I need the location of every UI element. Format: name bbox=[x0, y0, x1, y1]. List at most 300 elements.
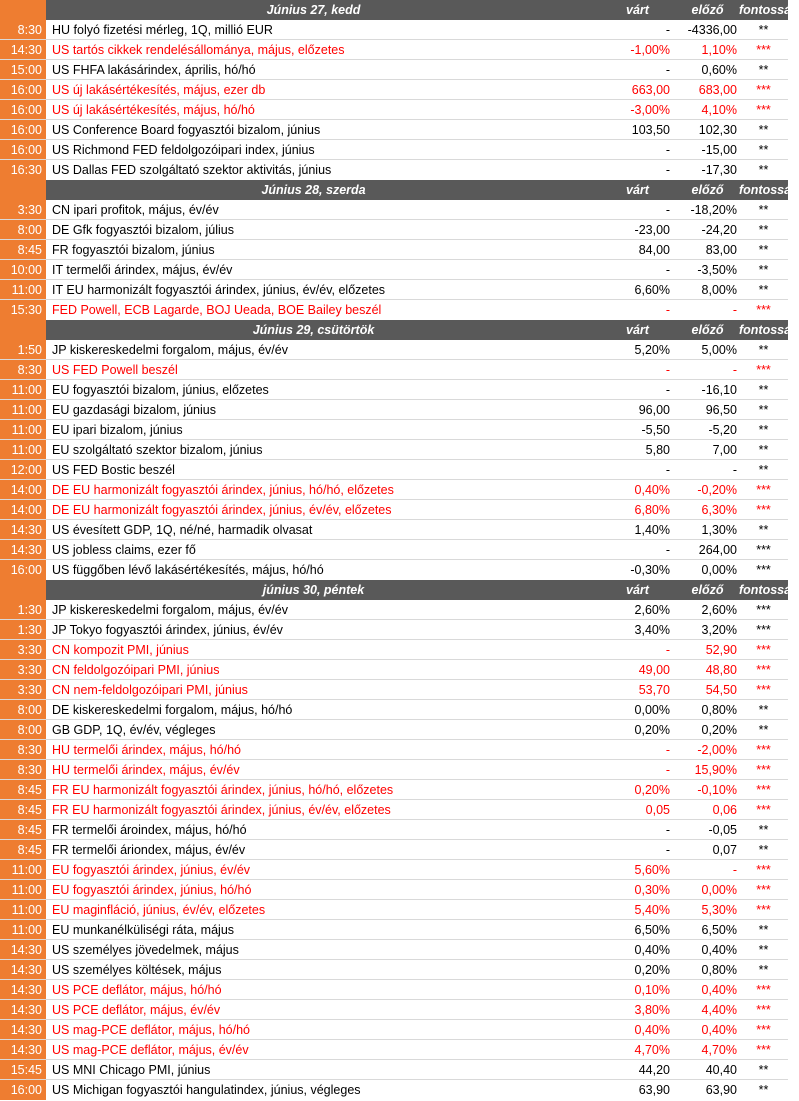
previous-value: 0,07 bbox=[712, 843, 737, 857]
expected-value: 6,80% bbox=[634, 503, 670, 517]
event-name: FED Powell, ECB Lagarde, BOJ Ueada, BOE Bailey beszél bbox=[52, 303, 382, 317]
event-row bbox=[0, 160, 788, 180]
event-time: 8:00 bbox=[0, 720, 46, 739]
event-name: CN feldolgozóipari PMI, június bbox=[52, 663, 220, 677]
previous-value: 683,00 bbox=[698, 83, 737, 97]
event-time: 8:45 bbox=[0, 840, 46, 859]
event-time: 11:00 bbox=[0, 380, 46, 399]
event-name: HU termelői árindex, május, hó/hó bbox=[52, 743, 241, 757]
expected-value: - bbox=[665, 143, 670, 157]
event-time: 8:30 bbox=[0, 360, 46, 379]
event-name: EU fogyasztói bizalom, június, előzetes bbox=[52, 383, 269, 397]
event-name: US Conference Board fogyasztói bizalom, június bbox=[52, 123, 321, 137]
previous-value: -15,00 bbox=[701, 143, 737, 157]
expected-column-header: várt bbox=[581, 580, 676, 600]
expected-value: 2,60% bbox=[634, 603, 670, 617]
event-name: CN ipari profitok, május, év/év bbox=[52, 203, 219, 217]
event-time: 11:00 bbox=[0, 440, 46, 459]
event-time: 8:00 bbox=[0, 700, 46, 719]
importance-stars: *** bbox=[756, 683, 771, 697]
event-row bbox=[0, 300, 788, 320]
previous-column-header: előző bbox=[676, 320, 739, 340]
expected-value: - bbox=[665, 23, 670, 37]
importance-stars: *** bbox=[756, 743, 771, 757]
event-time: 11:00 bbox=[0, 400, 46, 419]
event-row bbox=[0, 740, 788, 760]
importance-stars: ** bbox=[758, 1063, 769, 1077]
importance-stars: ** bbox=[758, 23, 769, 37]
event-time: 14:30 bbox=[0, 980, 46, 999]
event-row bbox=[0, 1000, 788, 1020]
event-name: DE EU harmonizált fogyasztói árindex, június, év/év, előzetes bbox=[52, 503, 392, 517]
event-row bbox=[0, 420, 788, 440]
previous-value: 54,50 bbox=[705, 683, 737, 697]
expected-value: 4,70% bbox=[634, 1043, 670, 1057]
expected-column-header: várt bbox=[581, 180, 676, 200]
event-name: EU maginfláció, június, év/év, előzetes bbox=[52, 903, 266, 917]
event-row bbox=[0, 120, 788, 140]
event-name: FR termelői ároindex, május, hó/hó bbox=[52, 823, 247, 837]
previous-value: -2,00% bbox=[697, 743, 737, 757]
event-time: 1:50 bbox=[0, 340, 46, 359]
event-row bbox=[0, 1060, 788, 1080]
importance-stars: *** bbox=[756, 83, 771, 97]
event-name: GB GDP, 1Q, év/év, végleges bbox=[52, 723, 216, 737]
previous-value: 0,06 bbox=[712, 803, 737, 817]
day-title: június 30, péntek bbox=[46, 580, 581, 600]
expected-value: -0,30% bbox=[630, 563, 670, 577]
expected-value: 84,00 bbox=[638, 243, 670, 257]
event-time: 14:00 bbox=[0, 500, 46, 519]
event-row bbox=[0, 240, 788, 260]
previous-value: 0,00% bbox=[701, 883, 737, 897]
event-row bbox=[0, 660, 788, 680]
expected-value: -5,50 bbox=[641, 423, 670, 437]
event-row bbox=[0, 60, 788, 80]
previous-value: 102,30 bbox=[698, 123, 737, 137]
expected-value: 0,40% bbox=[634, 943, 670, 957]
event-row bbox=[0, 80, 788, 100]
importance-stars: ** bbox=[758, 383, 769, 397]
expected-value: 0,20% bbox=[634, 723, 670, 737]
expected-value: - bbox=[665, 303, 670, 317]
previous-value: - bbox=[732, 863, 737, 877]
previous-value: 0,40% bbox=[701, 1023, 737, 1037]
expected-value: 44,20 bbox=[638, 1063, 670, 1077]
importance-stars: ** bbox=[758, 723, 769, 737]
expected-value: 0,40% bbox=[634, 483, 670, 497]
event-name: CN kompozit PMI, június bbox=[52, 643, 189, 657]
event-name: FR termelői áriondex, május, év/év bbox=[52, 843, 246, 857]
previous-value: 8,00% bbox=[701, 283, 737, 297]
event-time: 11:00 bbox=[0, 420, 46, 439]
event-time: 8:30 bbox=[0, 20, 46, 39]
previous-value: -17,30 bbox=[701, 163, 737, 177]
importance-stars: *** bbox=[756, 1023, 771, 1037]
event-time: 8:30 bbox=[0, 760, 46, 779]
event-row bbox=[0, 980, 788, 1000]
event-row bbox=[0, 1040, 788, 1060]
previous-column-header: előző bbox=[676, 580, 739, 600]
event-row bbox=[0, 820, 788, 840]
importance-stars: ** bbox=[758, 963, 769, 977]
day-header bbox=[0, 580, 799, 600]
importance-stars: ** bbox=[758, 403, 769, 417]
day-header bbox=[0, 320, 799, 340]
previous-value: 2,60% bbox=[701, 603, 737, 617]
event-name: US új lakásértékesítés, május, ezer db bbox=[52, 83, 266, 97]
event-time: 16:00 bbox=[0, 120, 46, 139]
expected-value: 53,70 bbox=[638, 683, 670, 697]
expected-value: 5,20% bbox=[634, 343, 670, 357]
previous-value: 63,90 bbox=[705, 1083, 737, 1097]
previous-value: 4,10% bbox=[701, 103, 737, 117]
event-time: 11:00 bbox=[0, 900, 46, 919]
event-row bbox=[0, 260, 788, 280]
expected-value: 49,00 bbox=[638, 663, 670, 677]
event-row bbox=[0, 680, 788, 700]
header-corner bbox=[0, 320, 46, 340]
previous-value: 0,40% bbox=[701, 943, 737, 957]
event-row bbox=[0, 560, 788, 580]
event-time: 1:30 bbox=[0, 600, 46, 619]
header-corner bbox=[0, 180, 46, 200]
expected-value: - bbox=[665, 383, 670, 397]
event-row bbox=[0, 440, 788, 460]
previous-value: 4,40% bbox=[701, 1003, 737, 1017]
previous-value: -5,20 bbox=[708, 423, 737, 437]
event-name: US személyes jövedelmek, május bbox=[52, 943, 239, 957]
event-name: JP kiskereskedelmi forgalom, május, év/év bbox=[52, 343, 288, 357]
expected-value: - bbox=[665, 543, 670, 557]
event-time: 15:45 bbox=[0, 1060, 46, 1079]
expected-value: - bbox=[665, 63, 670, 77]
event-name: JP Tokyo fogyasztói árindex, június, év/év bbox=[52, 623, 283, 637]
previous-value: 1,30% bbox=[701, 523, 737, 537]
importance-stars: *** bbox=[756, 603, 771, 617]
previous-column-header: előző bbox=[676, 180, 739, 200]
event-row bbox=[0, 900, 788, 920]
event-time: 8:00 bbox=[0, 220, 46, 239]
expected-column-header: várt bbox=[581, 0, 676, 20]
event-row bbox=[0, 920, 788, 940]
event-time: 15:00 bbox=[0, 60, 46, 79]
event-name: EU szolgáltató szektor bizalom, június bbox=[52, 443, 263, 457]
previous-value: 52,90 bbox=[705, 643, 737, 657]
event-time: 12:00 bbox=[0, 460, 46, 479]
expected-value: 663,00 bbox=[631, 83, 670, 97]
expected-value: 6,60% bbox=[634, 283, 670, 297]
importance-stars: ** bbox=[758, 523, 769, 537]
event-row bbox=[0, 640, 788, 660]
importance-stars: *** bbox=[756, 543, 771, 557]
expected-value: 0,30% bbox=[634, 883, 670, 897]
event-time: 16:00 bbox=[0, 100, 46, 119]
event-time: 14:30 bbox=[0, 1040, 46, 1059]
importance-stars: *** bbox=[756, 483, 771, 497]
importance-stars: ** bbox=[758, 843, 769, 857]
event-row bbox=[0, 720, 788, 740]
event-row bbox=[0, 520, 788, 540]
importance-stars: ** bbox=[758, 423, 769, 437]
expected-value: 63,90 bbox=[638, 1083, 670, 1097]
expected-value: - bbox=[665, 643, 670, 657]
event-row bbox=[0, 880, 788, 900]
event-name: US Michigan fogyasztói hangulatindex, június, végleges bbox=[52, 1083, 361, 1097]
event-row bbox=[0, 960, 788, 980]
importance-stars: ** bbox=[758, 263, 769, 277]
event-row bbox=[0, 600, 788, 620]
event-time: 3:30 bbox=[0, 660, 46, 679]
event-name: US új lakásértékesítés, május, hó/hó bbox=[52, 103, 255, 117]
expected-value: - bbox=[665, 363, 670, 377]
importance-column-header: fontosság bbox=[739, 580, 788, 600]
event-row bbox=[0, 100, 788, 120]
header-corner bbox=[0, 0, 46, 20]
event-row bbox=[0, 460, 788, 480]
previous-value: -3,50% bbox=[697, 263, 737, 277]
expected-value: 103,50 bbox=[631, 123, 670, 137]
event-time: 16:00 bbox=[0, 560, 46, 580]
importance-stars: *** bbox=[756, 643, 771, 657]
importance-stars: ** bbox=[758, 1083, 769, 1097]
event-name: JP kiskereskedelmi forgalom, május, év/év bbox=[52, 603, 288, 617]
event-time: 14:30 bbox=[0, 540, 46, 559]
expected-value: 0,05 bbox=[645, 803, 670, 817]
importance-column-header: fontosság bbox=[739, 320, 788, 340]
day-title: Június 28, szerda bbox=[46, 180, 581, 200]
event-name: EU fogyasztói árindex, június, hó/hó bbox=[52, 883, 252, 897]
event-name: US Richmond FED feldolgozóipari index, június bbox=[52, 143, 315, 157]
importance-stars: *** bbox=[756, 763, 771, 777]
event-row bbox=[0, 1020, 788, 1040]
previous-value: -0,05 bbox=[708, 823, 737, 837]
event-name: US FED Powell beszél bbox=[52, 363, 178, 377]
expected-value: - bbox=[665, 843, 670, 857]
day-header bbox=[0, 0, 799, 20]
previous-value: - bbox=[732, 303, 737, 317]
importance-stars: ** bbox=[758, 123, 769, 137]
event-row bbox=[0, 220, 788, 240]
event-row bbox=[0, 400, 788, 420]
event-row bbox=[0, 1080, 788, 1100]
importance-stars: *** bbox=[756, 783, 771, 797]
header-corner bbox=[0, 580, 46, 600]
event-time: 14:30 bbox=[0, 520, 46, 539]
event-time: 8:30 bbox=[0, 740, 46, 759]
expected-value: 5,40% bbox=[634, 903, 670, 917]
importance-stars: ** bbox=[758, 343, 769, 357]
event-time: 1:30 bbox=[0, 620, 46, 639]
event-row bbox=[0, 280, 788, 300]
previous-value: 0,80% bbox=[701, 703, 737, 717]
importance-stars: ** bbox=[758, 63, 769, 77]
expected-value: - bbox=[665, 203, 670, 217]
expected-value: - bbox=[665, 823, 670, 837]
event-name: US FHFA lakásárindex, április, hó/hó bbox=[52, 63, 256, 77]
event-time: 8:45 bbox=[0, 780, 46, 799]
event-time: 14:30 bbox=[0, 960, 46, 979]
event-time: 3:30 bbox=[0, 680, 46, 699]
expected-value: 96,00 bbox=[638, 403, 670, 417]
previous-value: 48,80 bbox=[705, 663, 737, 677]
expected-value: 0,40% bbox=[634, 1023, 670, 1037]
event-time: 14:30 bbox=[0, 940, 46, 959]
importance-stars: *** bbox=[756, 1043, 771, 1057]
previous-value: 7,00 bbox=[712, 443, 737, 457]
event-time: 14:30 bbox=[0, 1000, 46, 1019]
importance-stars: *** bbox=[756, 663, 771, 677]
expected-value: - bbox=[665, 163, 670, 177]
event-name: DE kiskereskedelmi forgalom, május, hó/hó bbox=[52, 703, 293, 717]
previous-value: - bbox=[732, 463, 737, 477]
day-events bbox=[0, 600, 788, 1100]
importance-stars: *** bbox=[756, 623, 771, 637]
expected-value: -3,00% bbox=[630, 103, 670, 117]
event-name: US PCE deflátor, május, hó/hó bbox=[52, 983, 222, 997]
previous-value: -0,20% bbox=[697, 483, 737, 497]
event-name: EU munkanélküliségi ráta, május bbox=[52, 923, 235, 937]
event-name: US PCE deflátor, május, év/év bbox=[52, 1003, 221, 1017]
event-name: US évesített GDP, 1Q, né/né, harmadik olvasat bbox=[52, 523, 313, 537]
event-row bbox=[0, 200, 788, 220]
event-row bbox=[0, 340, 788, 360]
event-time: 8:45 bbox=[0, 820, 46, 839]
event-row bbox=[0, 20, 788, 40]
expected-value: 0,00% bbox=[634, 703, 670, 717]
expected-value: - bbox=[665, 463, 670, 477]
importance-stars: *** bbox=[756, 43, 771, 57]
event-name: US mag-PCE deflátor, május, év/év bbox=[52, 1043, 249, 1057]
previous-value: 0,80% bbox=[701, 963, 737, 977]
previous-value: -4336,00 bbox=[687, 23, 737, 37]
event-row bbox=[0, 620, 788, 640]
event-name: HU folyó fizetési mérleg, 1Q, millió EUR bbox=[52, 23, 273, 37]
event-row bbox=[0, 540, 788, 560]
importance-stars: ** bbox=[758, 943, 769, 957]
event-time: 16:00 bbox=[0, 140, 46, 159]
event-name: US FED Bostic beszél bbox=[52, 463, 175, 477]
previous-value: 6,50% bbox=[701, 923, 737, 937]
importance-stars: *** bbox=[756, 883, 771, 897]
previous-value: 4,70% bbox=[701, 1043, 737, 1057]
event-time: 15:30 bbox=[0, 300, 46, 320]
previous-value: -24,20 bbox=[701, 223, 737, 237]
event-row bbox=[0, 760, 788, 780]
previous-value: 5,00% bbox=[701, 343, 737, 357]
importance-stars: ** bbox=[758, 223, 769, 237]
previous-value: 83,00 bbox=[705, 243, 737, 257]
event-name: HU termelői árindex, május, év/év bbox=[52, 763, 240, 777]
importance-stars: *** bbox=[756, 363, 771, 377]
expected-value: - bbox=[665, 763, 670, 777]
event-row bbox=[0, 380, 788, 400]
event-name: IT termelői árindex, május, év/év bbox=[52, 263, 233, 277]
importance-column-header: fontosság bbox=[739, 0, 788, 20]
previous-value: 0,60% bbox=[701, 63, 737, 77]
event-row bbox=[0, 480, 788, 500]
event-name: US MNI Chicago PMI, június bbox=[52, 1063, 211, 1077]
event-name: DE Gfk fogyasztói bizalom, július bbox=[52, 223, 235, 237]
expected-value: 1,40% bbox=[634, 523, 670, 537]
event-name: DE EU harmonizált fogyasztói árindex, június, hó/hó, előzetes bbox=[52, 483, 394, 497]
event-time: 14:00 bbox=[0, 480, 46, 499]
importance-stars: ** bbox=[758, 443, 769, 457]
importance-stars: ** bbox=[758, 163, 769, 177]
event-time: 8:45 bbox=[0, 240, 46, 259]
event-name: EU ipari bizalom, június bbox=[52, 423, 183, 437]
previous-value: 264,00 bbox=[698, 543, 737, 557]
day-title: Június 29, csütörtök bbox=[46, 320, 581, 340]
event-time: 11:00 bbox=[0, 920, 46, 939]
previous-value: 0,20% bbox=[701, 723, 737, 737]
event-name: US Dallas FED szolgáltató szektor aktivitás, június bbox=[52, 163, 332, 177]
event-time: 16:00 bbox=[0, 1080, 46, 1100]
expected-value: 5,80 bbox=[645, 443, 670, 457]
importance-stars: ** bbox=[758, 463, 769, 477]
previous-value: -0,10% bbox=[697, 783, 737, 797]
event-row bbox=[0, 840, 788, 860]
event-time: 10:00 bbox=[0, 260, 46, 279]
importance-stars: ** bbox=[758, 703, 769, 717]
event-name: US személyes költések, május bbox=[52, 963, 222, 977]
previous-value: 0,40% bbox=[701, 983, 737, 997]
event-name: FR fogyasztói bizalom, június bbox=[52, 243, 215, 257]
importance-stars: ** bbox=[758, 823, 769, 837]
event-name: US jobless claims, ezer fő bbox=[52, 543, 196, 557]
expected-value: - bbox=[665, 263, 670, 277]
expected-value: 0,20% bbox=[634, 783, 670, 797]
day-events bbox=[0, 340, 788, 580]
importance-stars: *** bbox=[756, 103, 771, 117]
expected-value: -23,00 bbox=[634, 223, 670, 237]
day-title: Június 27, kedd bbox=[46, 0, 581, 20]
event-name: US függőben lévő lakásértékesítés, május, hó/hó bbox=[52, 563, 324, 577]
expected-value: 5,60% bbox=[634, 863, 670, 877]
importance-stars: *** bbox=[756, 303, 771, 317]
event-name: CN nem-feldolgozóipari PMI, június bbox=[52, 683, 248, 697]
importance-stars: *** bbox=[756, 803, 771, 817]
importance-stars: ** bbox=[758, 203, 769, 217]
event-name: US tartós cikkek rendelésállománya, május, előzetes bbox=[52, 43, 345, 57]
importance-stars: *** bbox=[756, 503, 771, 517]
event-row bbox=[0, 940, 788, 960]
event-time: 3:30 bbox=[0, 200, 46, 219]
expected-value: -1,00% bbox=[630, 43, 670, 57]
previous-value: 40,40 bbox=[705, 1063, 737, 1077]
importance-stars: ** bbox=[758, 143, 769, 157]
event-time: 11:00 bbox=[0, 880, 46, 899]
importance-stars: ** bbox=[758, 923, 769, 937]
event-name: US mag-PCE deflátor, május, hó/hó bbox=[52, 1023, 251, 1037]
previous-value: 15,90% bbox=[694, 763, 737, 777]
event-name: FR EU harmonizált fogyasztói árindex, június, év/év, előzetes bbox=[52, 803, 391, 817]
importance-stars: *** bbox=[756, 983, 771, 997]
previous-value: 3,20% bbox=[701, 623, 737, 637]
event-time: 14:30 bbox=[0, 1020, 46, 1039]
expected-value: 6,50% bbox=[634, 923, 670, 937]
expected-value: 3,80% bbox=[634, 1003, 670, 1017]
event-time: 3:30 bbox=[0, 640, 46, 659]
importance-stars: *** bbox=[756, 1003, 771, 1017]
event-row bbox=[0, 500, 788, 520]
expected-column-header: várt bbox=[581, 320, 676, 340]
event-time: 11:00 bbox=[0, 860, 46, 879]
previous-value: - bbox=[732, 363, 737, 377]
previous-value: 1,10% bbox=[701, 43, 737, 57]
previous-value: 0,00% bbox=[701, 563, 737, 577]
event-name: FR EU harmonizált fogyasztói árindex, június, hó/hó, előzetes bbox=[52, 783, 394, 797]
